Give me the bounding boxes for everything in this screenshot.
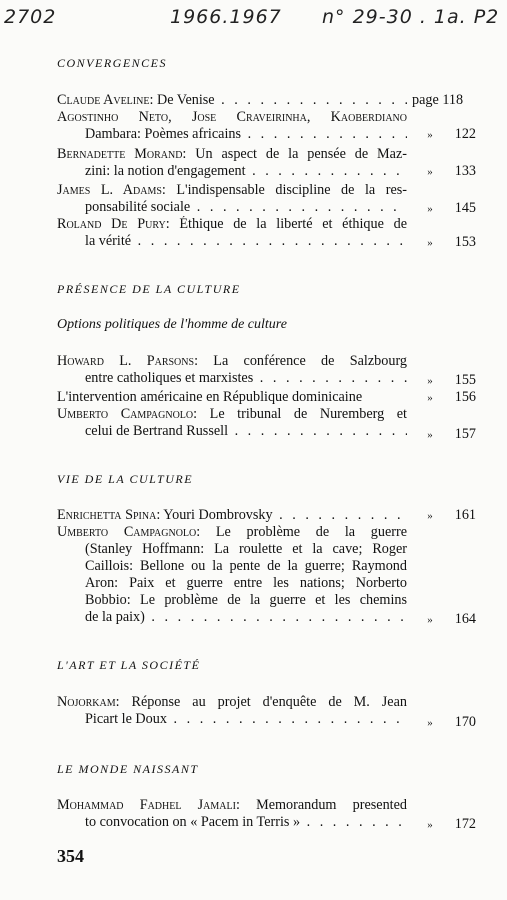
toc-entry-jamali[interactable]: Mohammad Fadhel Jamali: Memorandum presented to convocation on « Pacem in Terris » . . . bbox=[57, 797, 407, 831]
toc-entry-morand[interactable]: Bernadette Morand: Un aspect de la pensée de Maz- zini: la notion d'engagement . . . bbox=[57, 146, 407, 180]
toc-entry-parsons[interactable]: Howard L. Parsons: La conférence de Salzbourg entre catholiques et marxistes . . . bbox=[57, 353, 407, 387]
entry-title: Dambara: Poèmes africains bbox=[85, 126, 242, 142]
section-title-monde: LE MONDE NAISSANT bbox=[57, 762, 199, 776]
page-ref-neto: » 122 bbox=[427, 126, 476, 142]
section-title-vie: VIE DE LA CULTURE bbox=[57, 472, 194, 486]
section-title-art: L'ART ET LA SOCIÉTÉ bbox=[57, 658, 201, 672]
page-ref-nojorkam: » 170 bbox=[427, 714, 476, 730]
page-ref-jamali: » 172 bbox=[427, 816, 476, 832]
handwritten-note-2: 1966.1967 bbox=[170, 6, 282, 28]
subsection-title-options: Options politiques de l'homme de culture bbox=[57, 317, 287, 332]
toc-entry-campagnolo-2[interactable]: Umberto Campagnolo: Le problème de la guerre (Stanley Hoffmann: La roulette et la cave; Roger Caillois: Bellone ou la pente de la guerre; Raymond Aron: Paix et guerre entre les nations; Norberto Bobbio: Le problème de la guerre et les chemins de la paix) . . . bbox=[57, 524, 407, 626]
entry-author: Claude Aveline bbox=[57, 92, 150, 108]
handwritten-note-3: n° 29-30 . 1a. P2 bbox=[322, 6, 500, 28]
entry-title: : De Venise bbox=[149, 92, 215, 108]
page-number: 118 bbox=[442, 92, 464, 108]
page-ref-parsons: » 155 bbox=[427, 372, 476, 388]
handwritten-note-1: 2702 bbox=[4, 6, 57, 28]
page-ref-campagnolo-1: » 157 bbox=[427, 426, 476, 442]
page-ref-aveline: page 118 bbox=[412, 92, 464, 108]
section-title-presence: PRÉSENCE DE LA CULTURE bbox=[57, 282, 241, 296]
toc-entry-neto[interactable] bbox=[57, 109, 407, 143]
page-number-footer: 354 bbox=[57, 846, 84, 866]
toc-entry-spina[interactable]: Enrichetta Spina: Youri Dombrovsky . . . bbox=[57, 507, 407, 524]
toc-entry-nojorkam[interactable]: Nojorkam: Réponse au projet d'enquête de M. Jean Picart le Doux . . . bbox=[57, 694, 407, 728]
entry-author: Agostinho Neto, Jose Craveirinha, Kaoberdiano bbox=[57, 109, 407, 125]
toc-entry-campagnolo-1[interactable]: Umberto Campagnolo: Le tribunal de Nuremberg et celui de Bertrand Russell . . . bbox=[57, 406, 407, 440]
toc-entry-adams[interactable]: James L. Adams: L'indispensable discipline de la res- ponsabilité sociale . . . bbox=[57, 182, 407, 216]
toc-entry-aveline[interactable] bbox=[57, 92, 407, 109]
page-ref-spina: » 161 bbox=[427, 507, 476, 523]
page-ref-campagnolo-2: » 164 bbox=[427, 611, 476, 627]
toc-entry-intervention[interactable]: L'intervention américaine en République dominicaine bbox=[57, 389, 363, 405]
section-title-convergences: CONVERGENCES bbox=[57, 56, 167, 70]
page-ref-intervention: » 156 bbox=[427, 389, 476, 405]
page-ref-morand: » 133 bbox=[427, 163, 476, 179]
page-ref-pury: » 153 bbox=[427, 234, 476, 250]
page-ref-adams: » 145 bbox=[427, 200, 476, 216]
toc-entry-pury[interactable]: Roland De Pury: Éthique de la liberté et éthique de la vérité . . . bbox=[57, 216, 407, 250]
